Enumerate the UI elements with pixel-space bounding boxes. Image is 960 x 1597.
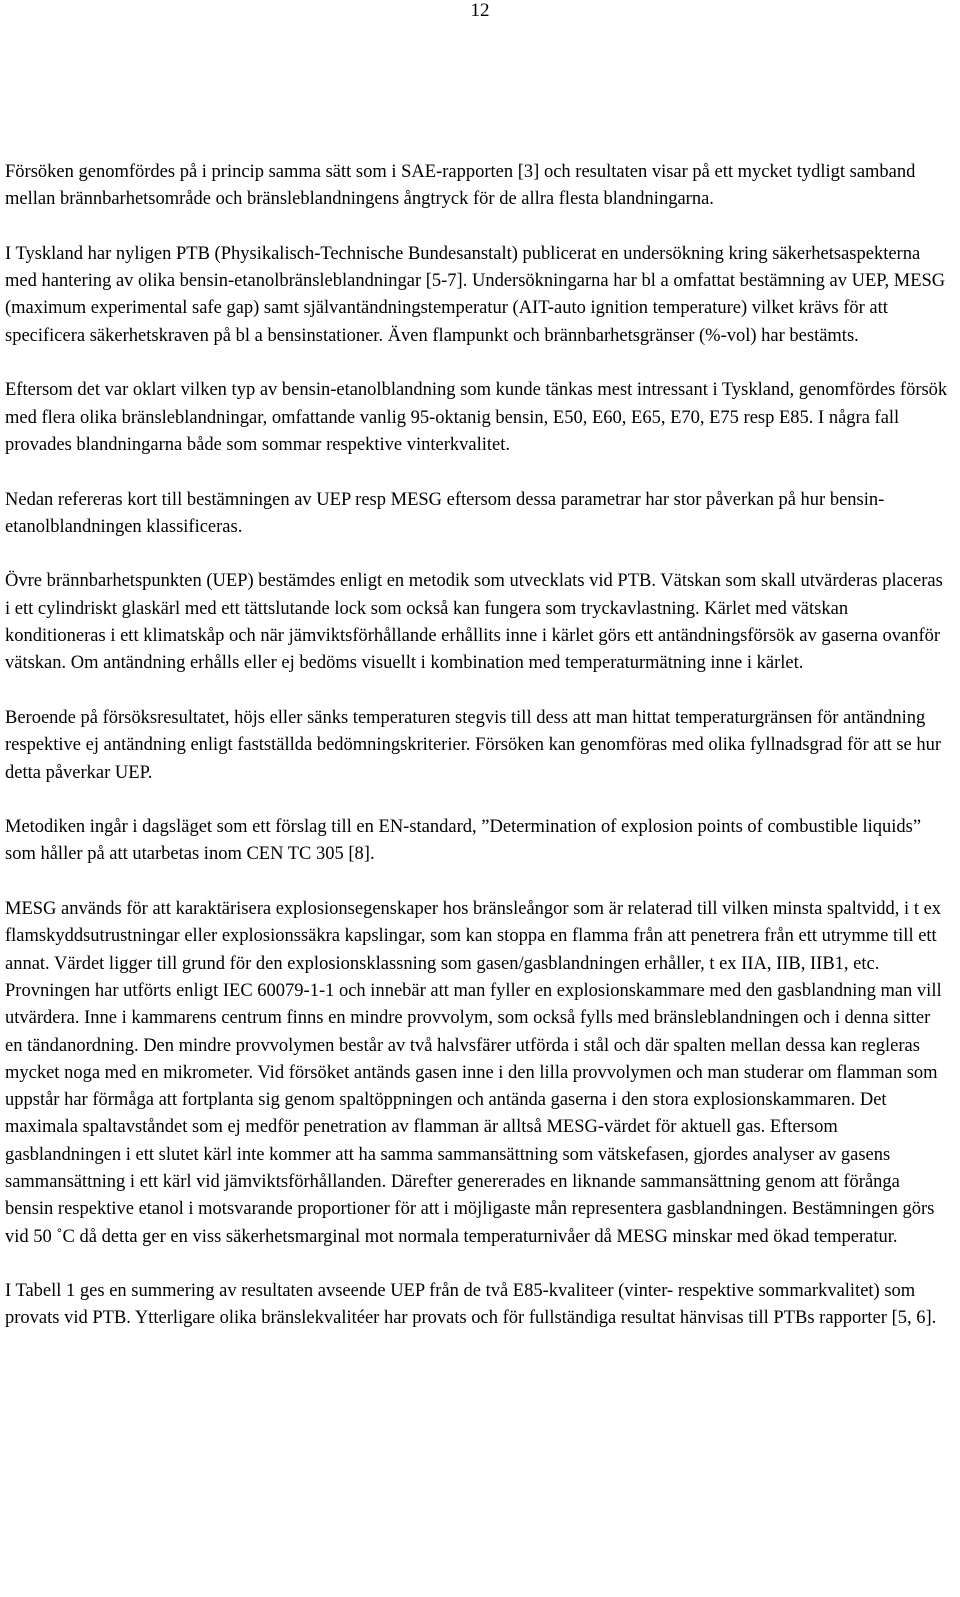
paragraph-5: Övre brännbarhetspunkten (UEP) bestämdes enligt en metodik som utvecklats vid PTB. Vätskan som skall utvärderas placeras i ett cylindriskt glaskärl med ett tättslutande lock som också kan fungera som tryckavlastning. Kärlet med vätskan konditioneras i ett klimatskåp och när jämviktsförhållande erhållits inne i kärlet görs ett antändningsförsök av gaserna ovanför vätskan. Om antändning erhålls eller ej bedöms visuellt i kombination med temperaturmätning inne i kärlet.: [5, 571, 943, 674]
paragraph-9: I Tabell 1 ges en summering av resultaten avseende UEP från de två E85-kvaliteer (vinter- respektive sommarkvalitet) som provats vid PTB. Ytterligare olika bränslekvalitéer har provats och för fullständiga resultat hänvisas till PTBs rapporter [5, 6].: [5, 1281, 937, 1329]
paragraph-6: Beroende på försöksresultatet, höjs eller sänks temperaturen stegvis till dess att man hittat temperaturgränsen för antändning respektive ej antändning enligt fastställda bedömningskriterier. Försöken kan genomföras med olika fyllnadsgrad för att se hur detta påverkar UEP.: [5, 707, 942, 783]
page-number: 12: [470, 0, 490, 21]
paragraph-7: Metodiken ingår i dagsläget som ett förslag till en EN-standard, ”Determination of explosion points of combustible liquids” som håller på att utarbetas inom CEN TC 305 [8].: [5, 817, 922, 865]
paragraph-1: Försöken genomfördes på i princip samma sätt som i SAE-rapporten [3] och resultaten visar på ett mycket tydligt samband mellan brännbarhetsområde och bränsleblandningens ångtryck för de allra flesta blandningarna.: [5, 162, 916, 210]
paragraph-4: Nedan refereras kort till bestämningen av UEP resp MESG eftersom dessa parametrar har stor påverkan på hur bensin-etanolblandningen klassificeras.: [5, 489, 885, 537]
document-body: [5, 159, 950, 1360]
paragraph-2: I Tyskland har nyligen PTB (Physikalisch-Technische Bundesanstalt) publicerat en undersökning kring säkerhetsaspekterna med hantering av olika bensin-etanolbränsleblandningar [5-7]. Undersökningarna har bl a omfattat bestämning av UEP, MESG (maximum experimental safe gap) samt självantändningstemperatur (AIT-auto ignition temperature) vilket krävs för att specificera säkerhetskraven på bl a bensinstationer. Även flampunkt och brännbarhetsgränser (%-vol) har bestämts.: [5, 243, 946, 346]
paragraph-3: Eftersom det var oklart vilken typ av bensin-etanolblandning som kunde tänkas mest intressant i Tyskland, genomfördes försök med flera olika bränsleblandningar, omfattande vanlig 95-oktanig bensin, E50, E60, E65, E70, E75 resp E85. I några fall provades blandningarna både som sommar respektive vinterkvalitet.: [5, 380, 948, 455]
paragraph-8: MESG används för att karaktärisera explosionsegenskaper hos bränsleångor som är relaterad till vilken minsta spaltvidd, i t ex flamskyddsutrustningar eller explosionssäkra kapslingar, som kan stoppa en flamma från att penetrera från ett utrymme till ett annat. Värdet ligger till grund för den explosionsklassning som gasen/gasblandningen erhåller, t ex IIA, IIB, IIB1, etc. Provningen har utförts enligt IEC 60079-1-1 och innebär att man fyller en explosionskammare med den gasblandning man vill utvärdera. Inne i kammarens centrum finns en mindre provvolym, som också fylls med bränsleblandningen och i denna sitter en tändanordning. Den mindre provvolymen består av två halvsfärer utförda i stål och där spalten mellan dessa kan regleras mycket noga med en mikrometer. Vid försöket antänds gasen inne i den lilla provvolymen och man studerar om flamman som uppstår har förmåga att fortplanta sig genom spaltöppningen och antända gaserna i den stora explosionskammaren. Det maximala spaltavståndet som ej medför penetration av flamman är alltså MESG-värdet för aktuell gas. Eftersom gasblandningen i ett slutet kärl inte kommer att ha samma sammansättning som vätskefasen, gjordes analyser av gasens sammansättning i ett kärl vid jämviktsförhållanden. Därefter genererades en liknande sammansättning genom att förånga bensin respektive etanol i motsvarande proportioner för att i möjligaste mån representera gasblandningen. Bestämningen görs vid 50 ˚C då detta ger en viss säkerhetsmarginal mot normala temperaturnivåer då MESG minskar med ökad temperatur.: [5, 899, 942, 1247]
